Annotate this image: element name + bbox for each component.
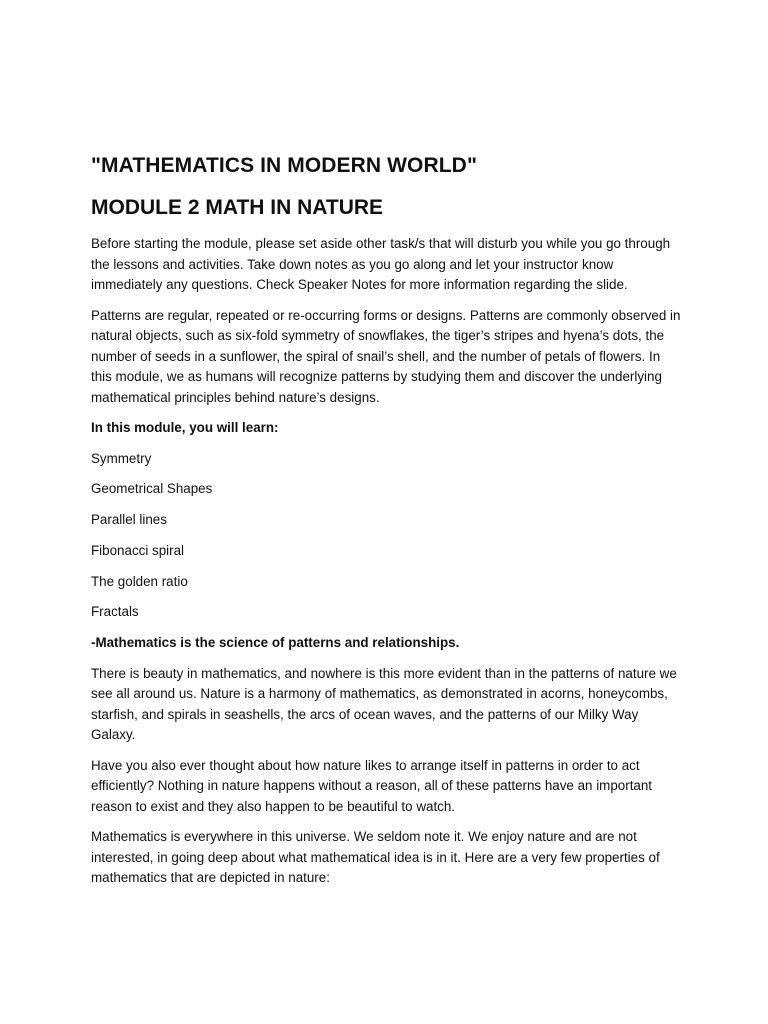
intro-paragraph: Before starting the module, please set aside other task/s that will disturb you while you go through the lessons and activities. Take down notes as you go along and let your instructor know immediately any questions. Check Speaker Notes for more information regarding the slide. [91,236,671,292]
efficiency-paragraph: Have you also ever thought about how nature likes to arrange itself in patterns in order to act efficiently? Nothing in nature happens without a reason, all of these patterns have an important reason to exist and they also happen to be beautiful to watch. [91,757,653,814]
topic-item: Fibonacci spiral [91,542,185,558]
topic-list [91,449,681,623]
everywhere-paragraph: Mathematics is everywhere in this universe. We seldom note it. We enjoy nature and are not interested, in going deep about what mathematical idea is in it. Here are a very few properties of mathematics that are depicted in nature: [91,829,660,886]
beauty-paragraph: There is beauty in mathematics, and nowhere is this more evident than in the patterns of nature we see all around us. Nature is a harmony of mathematics, as demonstrated in acorns, honeycombs, starfish, and spirals in seashells, the arcs of ocean waves, and the patterns of our Milky Way Galaxy. [91,665,677,743]
learn-heading: In this module, you will learn: [91,420,279,435]
topic-item: Geometrical Shapes [91,481,213,497]
definition-line: -Mathematics is the science of patterns and relationships. [91,635,460,651]
document-page [91,154,681,899]
module-title: MODULE 2 MATH IN NATURE [91,196,384,219]
topic-item: The golden ratio [91,573,188,589]
topic-item: Fractals [91,604,139,620]
patterns-paragraph: Patterns are regular, repeated or re-occurring forms or designs. Patterns are commonly observed in natural objects, such as six-fold symmetry of snowflakes, the tiger’s stripes and hyena’s dots, the number of seeds in a sunflower, the spiral of snail’s shell, and the number of petals of flowers. In this module, we as humans will recognize patterns by studying them and discover the underlying mathematical principles behind nature’s designs. [91,307,681,405]
topic-item: Symmetry [91,450,152,466]
topic-item: Parallel lines [91,512,167,528]
document-title: "MATHEMATICS IN MODERN WORLD" [91,154,477,177]
